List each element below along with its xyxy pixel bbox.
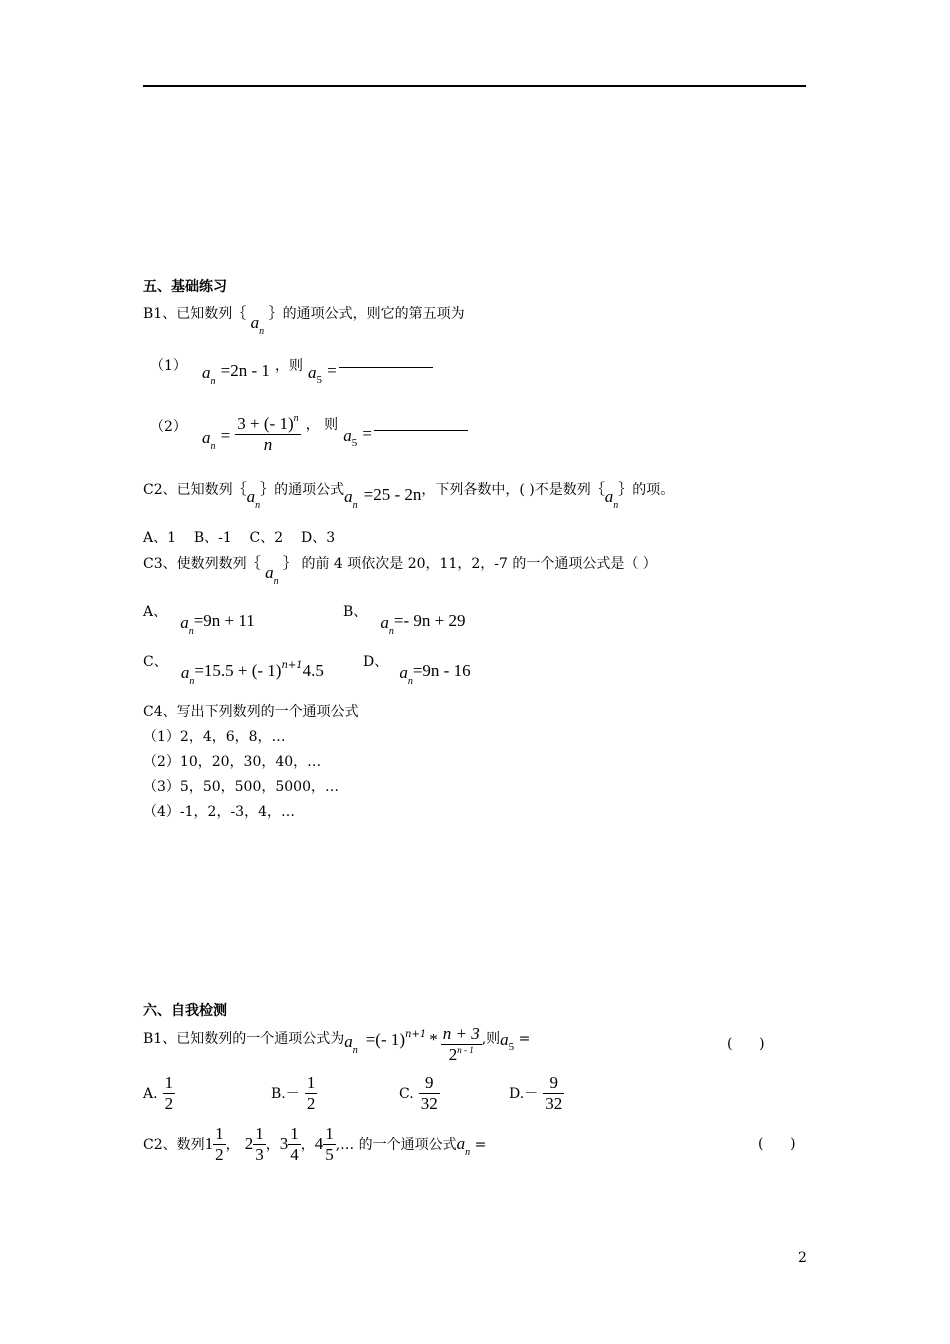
b1-part1: （1） $a_n =2n - 1$ ，则 $a_5$ =	[150, 355, 433, 375]
header-rule	[143, 85, 806, 87]
c3-option-a: A、 $a_n=9n + 11$	[143, 604, 255, 637]
s6-b1-option-b: B.－ $\frac{1}{2}$	[271, 1073, 316, 1113]
answer-blank-2[interactable]	[374, 430, 468, 431]
s6-b1-option-d: D.－ $\frac{9}{32}$	[509, 1073, 563, 1113]
c3-question: C3、使数列数列｛ $a_n$ ｝ 的前 4 项依次是 20，11，2，-7 的一个通项公式是（ ）	[143, 556, 657, 587]
c3-option-b: B、 $a_n=-$ 9n + 29	[343, 604, 466, 637]
c4-item: （2）10，20，30，40，…	[143, 754, 322, 770]
s6-b1-answer-paren[interactable]: ( )	[727, 1036, 765, 1052]
c3-option-d: D、 $a_n=9n - 16$	[363, 654, 471, 687]
s6-b1-question: B1、已知数列的一个通项公式为$a_n=(-$ 1)$^{n+1}$ * $\frac{n + 3}{2^{n - 1}}$ ,则$a_5$ =	[143, 1024, 531, 1064]
s6-c2-answer-paren[interactable]: ( )	[758, 1136, 796, 1152]
s6-b1-option-c: C. $\frac{9}{32}$	[399, 1073, 438, 1113]
answer-blank-1[interactable]	[339, 367, 433, 368]
c4-item: （1）2，4，6，8，…	[143, 729, 286, 745]
section5-heading: 五、基础练习	[143, 279, 227, 295]
c4-item: （4）-1，2，-3，4，…	[143, 804, 295, 820]
c2-question: C2、已知数列$\{a_n\}$的通项公式$a_n=25 - 2n$，下列各数中，( )不是数列$\{a_n\}$的项。	[143, 482, 675, 511]
s6-c2-question: C2、数列1 $\frac{1}{2}$ ， 2 $\frac{1}{3}$ ，3 $\frac{1}{4}$ ，4 $\frac{1}{5}$ ,… 的一个通项公式$a_n$ =	[143, 1124, 487, 1164]
b1-part2: （2） $a_n$ = $\frac{3 + (- 1)^n}{n}$ ， 则 $a_5$ =	[150, 410, 468, 451]
section6-heading: 六、自我检测	[143, 1003, 227, 1019]
c4-title: C4、写出下列数列的一个通项公式	[143, 704, 359, 720]
c2-options: A、1 B、-1 C、2 D、3	[143, 530, 336, 546]
b1-question: B1、已知数列｛ $a_n$ ｝的通项公式，则它的第五项为	[143, 306, 465, 337]
c4-item: （3）5，50，500，5000，…	[143, 779, 339, 795]
s6-b1-option-a: A. $\frac{1}{2}$	[143, 1073, 174, 1113]
c3-option-c: C、 $a_n=15.5$ + (- 1)n+14.5	[143, 654, 324, 687]
page-number: 2	[798, 1250, 807, 1266]
